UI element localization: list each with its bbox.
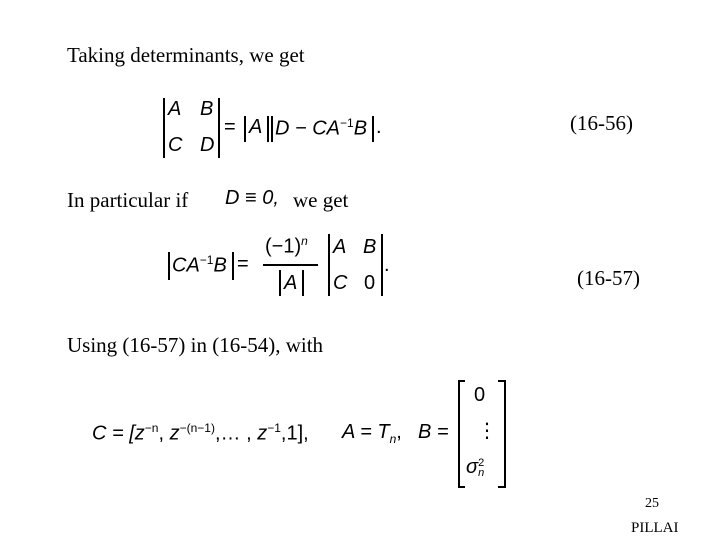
bracket-right-top <box>498 380 505 382</box>
c-tail: ,1], <box>280 422 309 445</box>
rhs-a: A <box>249 116 263 138</box>
matrix2-b: B <box>363 236 377 258</box>
num-sup: n <box>301 234 308 248</box>
lhs-bar-right <box>232 252 234 280</box>
det-a-bar-right <box>267 116 269 142</box>
condition-d-zero: D ≡ 0, <box>225 187 279 209</box>
rhs-expr: D − CA <box>275 117 341 140</box>
sigma-sup-2: 2 <box>478 456 485 469</box>
fraction-denominator: A <box>284 272 298 294</box>
matrix-bar-left <box>328 234 330 296</box>
a-sub-n: n <box>389 432 397 446</box>
bracket-right-vertical <box>504 380 506 488</box>
a-eq: A = T <box>342 421 390 443</box>
matrix2-a: A <box>333 236 347 258</box>
equation-16-56 <box>160 96 400 162</box>
lhs-bar-left <box>168 252 170 280</box>
equation-a-tn: $A = T_n$, <box>342 421 402 446</box>
fraction-numerator <box>265 234 308 259</box>
rhs-b: B <box>353 117 368 140</box>
sup-neg-1: −1 <box>267 421 281 435</box>
den-bar-right <box>302 270 304 296</box>
vector-vdots: ⋮ <box>477 420 497 442</box>
det-bar-right <box>218 98 220 158</box>
lhs-ca: CA <box>172 254 200 277</box>
det-expr-bar-right <box>372 116 374 142</box>
intro-text: Taking determinants, we get <box>67 43 305 67</box>
equation-b-lhs: B = <box>418 421 449 443</box>
matrix-a: A <box>168 98 182 120</box>
ellipsis: … <box>220 422 241 445</box>
equation-c-vector: $C = [z^{-n}$, $z^{-(n-1)},\dots$ , $z^{-1},1$], <box>92 421 309 445</box>
vector-sigma <box>466 456 484 479</box>
equals-sign-2: = <box>237 253 249 275</box>
det-expr-bar-left <box>271 116 273 142</box>
z-term-3: z <box>257 422 268 445</box>
sigma-sub-n: n <box>478 466 485 479</box>
page-number: 25 <box>645 496 659 511</box>
sup-neg-n: −n <box>144 421 159 435</box>
matrix-bar-right <box>381 234 383 296</box>
in-particular-text: In particular if <box>67 188 189 212</box>
eq2-dot: . <box>384 254 390 276</box>
z-term-1: z <box>134 422 145 445</box>
bracket-left-bottom <box>458 486 465 488</box>
sup-neg-n-minus-1: −(n−1) <box>179 421 215 435</box>
matrix2-zero: 0 <box>364 272 376 294</box>
we-get-text: we get <box>293 188 349 212</box>
equation-number-16-57: (16-57) <box>577 266 640 290</box>
column-vector-b <box>458 380 506 488</box>
author-label: PILLAI <box>631 520 679 536</box>
matrix-b: B <box>200 98 214 120</box>
equation-16-57 <box>165 232 395 302</box>
matrix-d: D <box>200 134 215 156</box>
num-base: (−1) <box>265 235 302 258</box>
z-term-2: z <box>169 422 180 445</box>
rhs-inverse-sup: −1 <box>340 116 354 130</box>
bracket-left-vertical <box>458 380 460 488</box>
fraction-line <box>263 264 318 266</box>
lhs-inverse-sup: −1 <box>199 253 214 267</box>
lhs-expression <box>172 253 227 278</box>
den-bar-left <box>279 270 281 296</box>
using-text: Using (16-57) in (16-54), with <box>67 333 324 357</box>
bracket-right-bottom <box>498 486 505 488</box>
det-bar-left <box>163 98 165 158</box>
bracket-left-top <box>458 380 465 382</box>
matrix-c: C <box>168 134 183 156</box>
c-lhs: C = [ <box>92 422 135 445</box>
vector-top-zero: 0 <box>474 384 486 406</box>
lhs-b: B <box>213 254 227 277</box>
matrix2-c: C <box>333 272 348 294</box>
equation-number-16-56: (16-56) <box>570 111 633 135</box>
sigma: σ <box>466 456 479 478</box>
eq1-dot: . <box>376 116 382 138</box>
rhs-expression <box>275 116 367 141</box>
det-a-bar-left <box>244 116 246 142</box>
equals-sign: = <box>224 116 236 138</box>
